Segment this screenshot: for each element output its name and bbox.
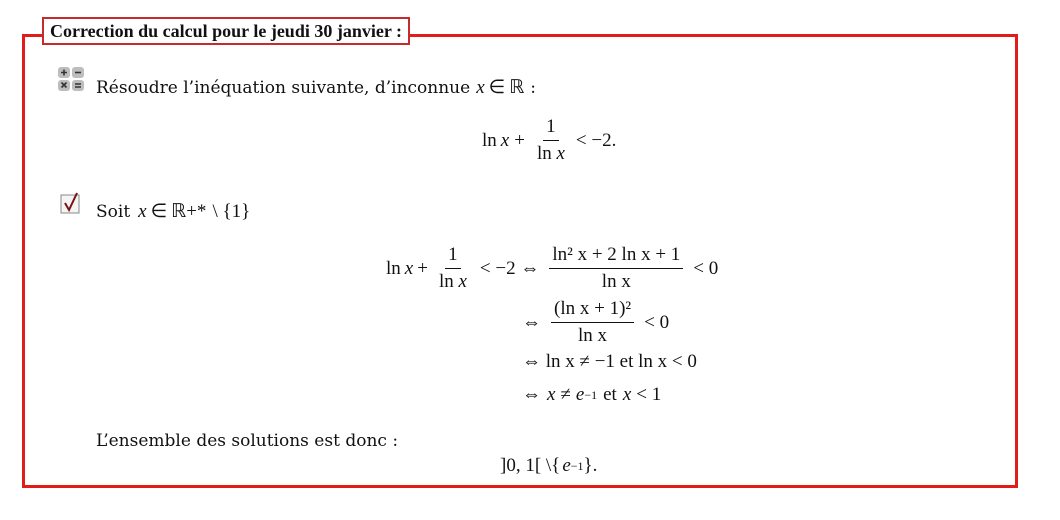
reals-symbol: ℝ (171, 201, 187, 222)
fraction-denominator: ln x (601, 271, 631, 292)
not-equal-sign: ≠ (560, 384, 571, 405)
var-x: x (622, 384, 632, 405)
solution-line-1 (386, 244, 718, 293)
fraction-denominator (534, 141, 568, 165)
inequality-rhs: < 1 (636, 384, 662, 405)
fraction (534, 116, 568, 165)
equivalence: < −2 ⇔ (479, 257, 540, 279)
reals-symbol: ℝ (509, 77, 525, 98)
in-sign: ∈ (150, 201, 168, 222)
set-close: }. (583, 455, 598, 476)
et-connector: et (603, 384, 617, 405)
var-x: x (500, 129, 510, 151)
var-x: x (458, 271, 467, 292)
var-x: x (556, 143, 565, 164)
solution-line-2 (522, 298, 669, 347)
fraction-numerator: ln² x + 2 ln x + 1 (549, 244, 683, 269)
var-x: x (547, 384, 556, 405)
fraction (436, 244, 470, 293)
inequality-rhs: < −2. (575, 129, 617, 151)
conclusion-text: L’ensemble des solutions est donc : (96, 431, 399, 451)
interval: ]0, 1[ \{ (500, 455, 561, 476)
ln-symbol: ln (536, 143, 552, 164)
var-x: x (138, 200, 147, 222)
solution-line-4: ⇔ x ≠ e −1 et x < 1 (522, 384, 662, 405)
domain-line: Soit x ∈ ℝ +* \ {1} (96, 200, 251, 222)
fraction (551, 298, 634, 347)
fraction-numerator: (ln x + 1)² (551, 298, 634, 323)
question-line (96, 76, 536, 99)
inequality-rhs: < 0 (693, 257, 719, 279)
domain-exclusion: \ {1} (212, 200, 251, 222)
fraction-denominator (436, 269, 470, 293)
exercise-title: Correction du calcul pour le jeudi 30 janvier : (42, 17, 410, 45)
var-x: x (476, 76, 485, 98)
euler-e: e (575, 384, 585, 405)
in-sign: ∈ (488, 77, 506, 98)
fraction-numerator: 1 (543, 116, 559, 141)
fraction-denominator: ln x (578, 325, 608, 346)
equivalence: ⇔ (522, 384, 541, 405)
plus-sign: + (514, 129, 525, 151)
plus-sign: + (417, 257, 428, 279)
calculator-icon (58, 67, 84, 91)
question-equation (482, 116, 616, 165)
ln-symbol: ln (386, 257, 401, 279)
solution-set: ]0, 1[ \{ e −1 }. (500, 455, 598, 476)
colon: : (530, 77, 536, 98)
euler-e: e (562, 455, 571, 476)
equivalence: ⇔ (522, 311, 541, 333)
ln-symbol: ln (438, 271, 454, 292)
solution-line-3: ⇔ ln x ≠ −1 et ln x < 0 (522, 351, 697, 372)
checkmark-icon (60, 192, 82, 214)
ln-symbol: ln (482, 129, 497, 151)
inequality-rhs: < 0 (644, 311, 670, 333)
question-intro: Résoudre l’inéquation suivante, d’inconnue (96, 77, 471, 98)
fraction (549, 244, 683, 293)
var-x: x (404, 257, 414, 279)
fraction-numerator: 1 (445, 244, 461, 269)
soit-label: Soit (96, 201, 131, 222)
